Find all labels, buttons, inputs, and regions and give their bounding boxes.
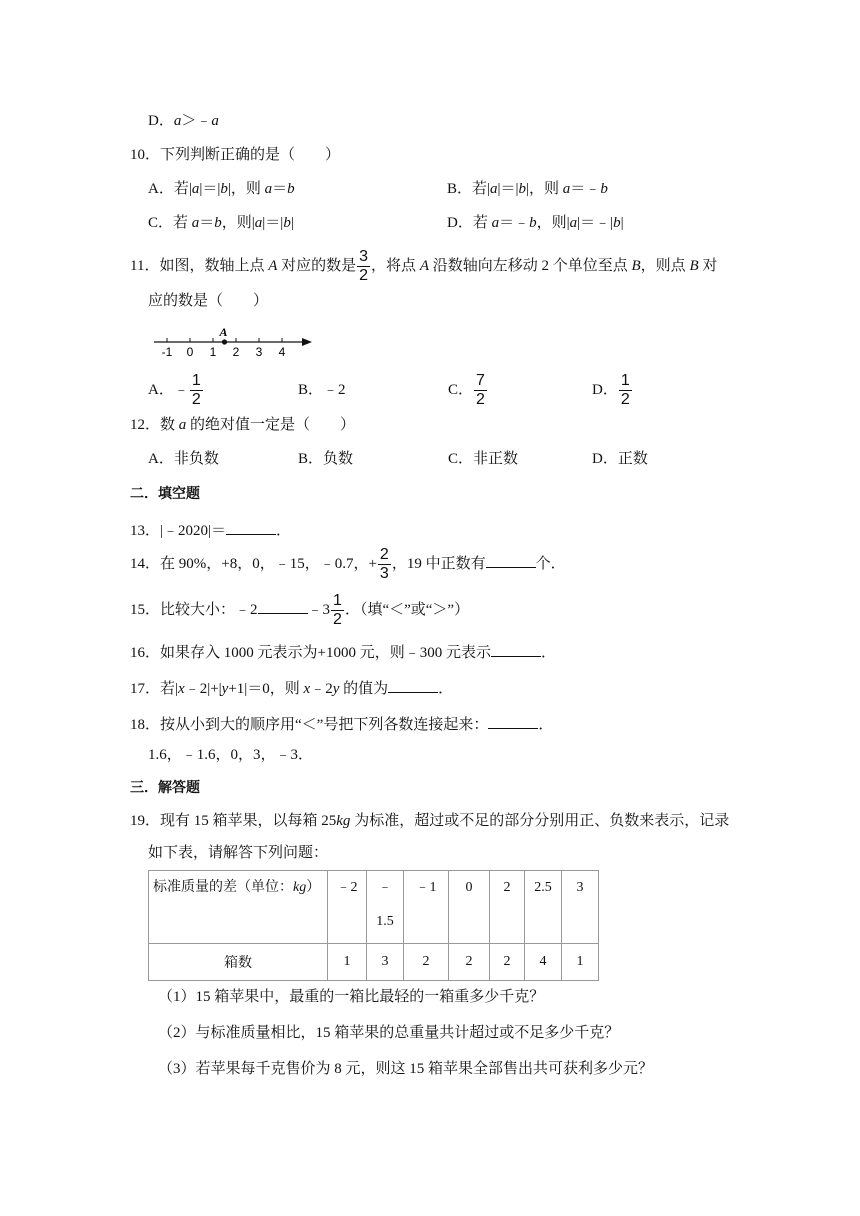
q11-option-b: B．﹣2 (298, 382, 346, 398)
q16: 16．如果存入 1000 元表示为+1000 元，则﹣300 元表示 ． (130, 640, 556, 664)
q10-stem: 10．下列判断正确的是（ ） (130, 147, 341, 163)
table-cell: 2 (449, 944, 490, 981)
q19-sub3: （3）若苹果每千克售价为 8 元，则这 15 箱苹果全部售出共可获利多少元？ (158, 1061, 654, 1077)
fraction-three-halves: $\frac{3}{2}$ (359, 248, 369, 285)
q18: 18．按从小到大的顺序用“＜”号把下列各数连接起来： ． (130, 712, 553, 736)
q12-option-a: A．非负数 (148, 451, 219, 467)
q11-option-c: C． $\frac{7}{2}$ (448, 372, 485, 409)
answer-blank (388, 676, 438, 693)
table-cell: 1 (562, 944, 599, 981)
q19-sub1: （1）15 箱苹果中，最重的一箱比最轻的一箱重多少千克？ (158, 989, 545, 1005)
point-a-marker (222, 339, 227, 344)
number-line-tick-label: 2 (232, 345, 240, 359)
q19-stem-line2: 如下表，请解答下列问题： (148, 845, 329, 861)
number-line-tick-label: -1 (161, 345, 173, 359)
q11-option-d: D． $\frac{1}{2}$ (592, 372, 630, 409)
number-line-tick-label: 4 (278, 345, 286, 359)
q14: 14．在 90%，+8，0，﹣15，﹣0.7，+ $\frac{2}{3}$ ，19 中正数有 个． (130, 546, 566, 583)
table-cell: 2 (404, 944, 449, 981)
q13: 13．|﹣2020|＝ ． (130, 518, 291, 542)
q10-option-a: A．若|a|＝|b|，则 a＝b (148, 181, 295, 197)
number-line-arrow (302, 338, 312, 346)
section-solution-title: 三．解答题 (130, 779, 200, 795)
table-cell: 2 (490, 871, 525, 944)
table-cell: 3 (562, 871, 599, 944)
answer-blank (486, 551, 536, 568)
table-cell: 0 (449, 871, 490, 944)
q12-option-d: D．正数 (592, 451, 648, 467)
q19-sub2: （2）与标准质量相比，15 箱苹果的总重量共计超过或不足多少千克？ (158, 1025, 620, 1041)
table-cell: ﹣2 (328, 871, 367, 944)
answer-blank (226, 518, 276, 535)
number-line-tick-label: 0 (186, 345, 194, 359)
q15: 15．比较大小：﹣2 ﹣3 $\frac{1}{2}$ ．（填“＜”或“＞”） (130, 592, 470, 629)
number-line-figure (148, 320, 318, 362)
table-cell: 4 (525, 944, 562, 981)
q11-stem: 11．如图，数轴上点 A 对应的数是 $\frac{3}{2}$ ，将点 A 沿数轴向左移动 2 个单位至点 B，则点 B 对 (130, 248, 718, 285)
table-row (149, 871, 599, 944)
q10-option-d: D．若 a＝﹣b，则|a|＝﹣|b| (447, 215, 624, 231)
q11-stem-line2: 应的数是（ ） (148, 293, 269, 309)
q10-option-c: C．若 a＝b，则|a|＝|b| (148, 215, 294, 231)
table-cell: 2.5 (525, 871, 562, 944)
point-a-label: A (219, 325, 228, 339)
q12-stem: 12．数 a 的绝对值一定是（ ） (130, 417, 356, 433)
table-header-cell: 箱数 (149, 944, 328, 981)
q11-option-a: A．﹣ $\frac{1}{2}$ (148, 372, 201, 409)
table-header-cell: 标准质量的差（单位：kg） (149, 871, 328, 944)
table-cell: ﹣1 (404, 871, 449, 944)
table-row (149, 944, 599, 981)
table-cell: 3 (367, 944, 404, 981)
q9-option-d: D．a＞﹣a (148, 113, 219, 129)
apple-weight-table (148, 870, 599, 981)
q12-option-c: C．非正数 (448, 451, 519, 467)
answer-blank (258, 597, 308, 614)
number-line-tick-label: 1 (209, 345, 217, 359)
answer-blank (488, 712, 538, 729)
q17: 17．若|x﹣2|+|y+1|＝0，则 x﹣2y 的值为 ． (130, 676, 453, 700)
table-cell: 2 (490, 944, 525, 981)
number-line-tick-label: 3 (255, 345, 263, 359)
section-fill-in-title: 二．填空题 (130, 485, 200, 501)
q18-numbers: 1.6，﹣1.6，0，3，﹣3． (148, 747, 314, 763)
answer-blank (491, 640, 541, 657)
table-cell: 1 (328, 944, 367, 981)
q10-option-b: B．若|a|＝|b|，则 a＝﹣b (447, 181, 608, 197)
q19-stem: 19．现有 15 箱苹果，以每箱 25kg 为标准，超过或不足的部分分别用正、负数来表示，记录 (130, 813, 730, 829)
q12-option-b: B．负数 (298, 451, 354, 467)
table-cell: ﹣ 1.5 (367, 871, 404, 944)
